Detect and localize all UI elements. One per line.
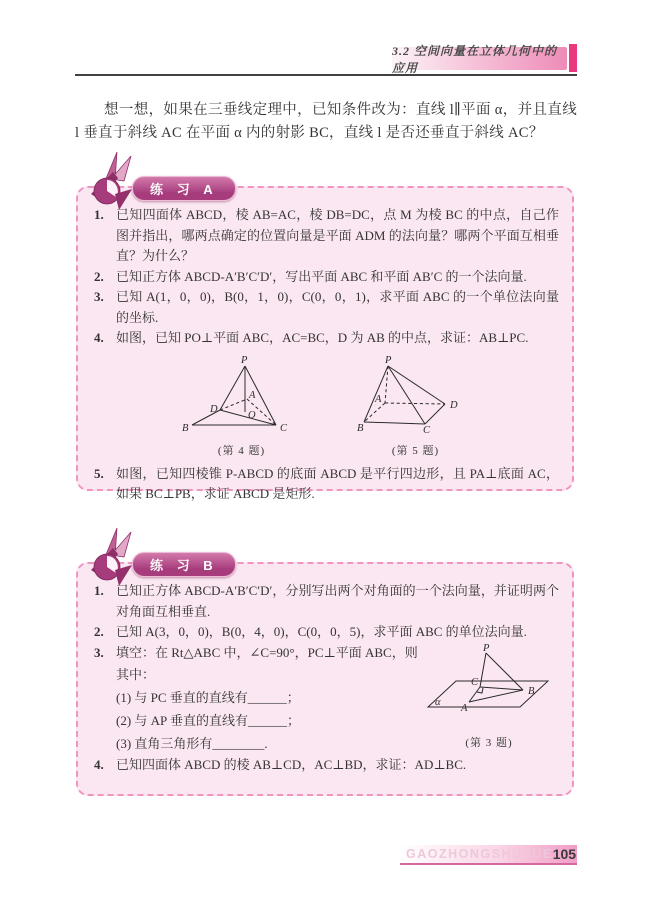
problem-number: 3. (94, 289, 104, 304)
plane-triangle-diagram (422, 643, 557, 725)
problem-text: 已知四面体 ABCD，棱 AB=AC，棱 DB=DC，点 M 为棱 BC 的中点，自己作图并指出，哪两点确定的位置向量是平面 ADM 的法向量？哪两个平面互相垂直？为什么？ (116, 207, 559, 263)
problem-text: 如图，已知四棱锥 P-ABCD 的底面 ABCD 是平行四边形，且 PA⊥底面 AC，如果 BC⊥PB，求证 ABCD 是矩形. (116, 465, 559, 501)
problem-text: 已知正方体 ABCD-A′B′C′D′，分别写出两个对角面的一个法向量，并证明两个对角面互相垂直. (116, 583, 559, 619)
fig3-label-b: B (527, 685, 534, 697)
practice-a-title: 练 习 A (150, 182, 218, 197)
fill-blank-item: (2) 与 AP 垂直的直线有______； (116, 713, 301, 728)
section-header-badge (392, 43, 567, 75)
problem-number: 1. (94, 207, 104, 222)
practice-a-box (76, 182, 574, 501)
fig4-label-p: P (240, 354, 247, 366)
problem-item (94, 464, 559, 505)
fig5-label-a: A (374, 393, 381, 405)
problem3-text-column (94, 643, 419, 756)
fig4-label-a: A (248, 389, 255, 401)
pyramid-pabcd-diagram (357, 354, 475, 434)
problem-number: 4. (94, 757, 104, 772)
fig5-label-d: D (449, 399, 458, 411)
fig3-label-p: P (482, 642, 489, 654)
problem-text: 填空：在 Rt△ABC 中，∠C=90°，PC⊥平面 ABC，则 (116, 644, 418, 660)
figure-caption: (第 3 题) (465, 737, 513, 749)
practice-a-content (78, 188, 572, 501)
fig5-label-b: B (356, 422, 363, 434)
problem-text: 已知 A(1，0，0)，B(0，1，0)，C(0，0，1)，求平面 ABC 的一个单位法向量的坐标. (116, 289, 559, 325)
problem-text: 如图，已知 PO⊥平面 ABC，AC=BC，D 为 AB 的中点，求证：AB⊥PC. (116, 330, 529, 345)
fig4-label-d: D (209, 403, 218, 415)
problem-text: 已知正方体 ABCD-A′B′C′D′，写出平面 ABC 和平面 AB′C 的一个法向量. (116, 268, 527, 284)
figure-caption: (第 4 题) (217, 445, 266, 457)
problem-item (94, 328, 559, 349)
practice-b-box (76, 558, 574, 796)
header-rule (75, 74, 577, 76)
problem3-lead: 其中： (116, 667, 156, 682)
figure-problem4 (179, 354, 305, 462)
figure-caption: (第 5 题) (391, 445, 440, 457)
section-title: 3.2 空间向量在立体几何中的应用 (392, 43, 558, 75)
problem-number: 4. (94, 330, 104, 345)
problem-item (94, 287, 559, 328)
footer-bar (400, 845, 577, 865)
figure-problem5 (357, 354, 475, 462)
page-number: 105 (552, 846, 577, 862)
problem-item (94, 643, 419, 664)
fig4-label-b: B (181, 422, 188, 434)
fig5-label-p: P (384, 354, 391, 366)
practice-b-title: 练 习 B (150, 558, 218, 573)
problem-item (94, 755, 559, 776)
problem-text: 已知 A(3，0，0)，B(0，4，0)，C(0，0，5)，求平面 ABC 的单位法向量. (116, 624, 527, 639)
practice-b-content (78, 564, 572, 794)
header-accent-bar (569, 44, 577, 72)
fig5-label-c: C (422, 424, 430, 434)
problem-text: 已知四面体 ABCD 的棱 AB⊥CD，AC⊥BD，求证：AD⊥BC. (116, 757, 467, 772)
problem3-row (94, 643, 559, 756)
figure-row (94, 354, 559, 462)
problem-item (94, 622, 559, 643)
problem-number: 2. (94, 624, 104, 639)
problem-number: 3. (94, 644, 104, 660)
tetrahedron-pabc-diagram (179, 354, 305, 434)
problem-number: 1. (94, 583, 104, 598)
fig4-label-o: O (247, 409, 256, 421)
fig3-label-c: C (470, 676, 478, 688)
problem-item (94, 205, 559, 267)
problem-number: 2. (94, 268, 104, 284)
problem-number: 5. (94, 465, 104, 481)
fig4-label-c: C (279, 422, 287, 434)
fig3-label-alpha: α (434, 696, 441, 708)
footer-brand: GAOZHONGSHUXUE (406, 847, 553, 861)
intro-paragraph: 想一想，如果在三垂线定理中，已知条件改为：直线 l∥平面 α，并且直线 l 垂直于斜线 AC 在平面 α 内的射影 BC，直线 l 是否还垂直于斜线 AC？ (75, 101, 577, 141)
fill-blank-item: (1) 与 PC 垂直的直线有______； (116, 690, 300, 705)
figure-problem3 (419, 643, 559, 756)
fig3-label-a: A (460, 702, 467, 714)
problem-item (94, 581, 559, 622)
problem-item (94, 267, 559, 288)
fill-blank-item: (3) 直角三角形有________. (116, 736, 268, 751)
